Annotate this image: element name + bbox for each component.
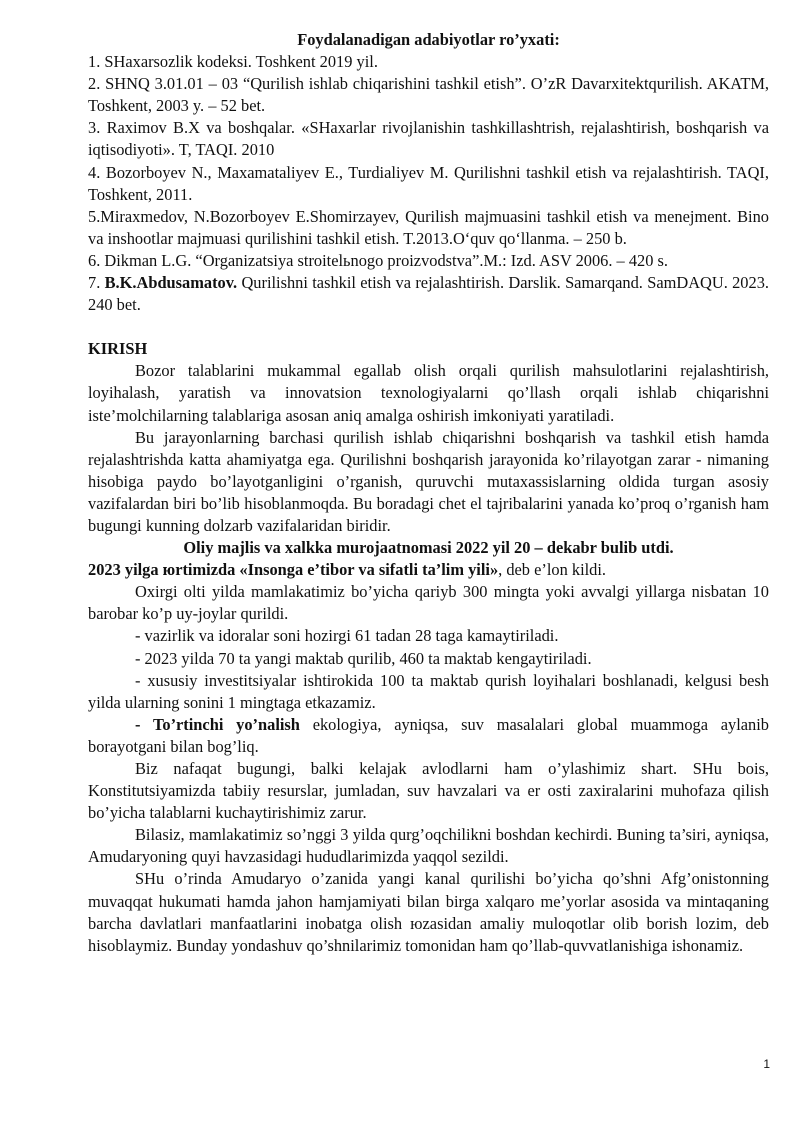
bullet-ministries: - vazirlik va idoralar soni hozirgi 61 tadan 28 taga kamaytiriladi. — [135, 626, 559, 646]
reference-item-7: 7. B.K.Abdusamatov. Qurilishni tashkil etish va rejalashtirish. Darslik. Samarqand. SamDAQU. 2023. 240 bet. — [88, 273, 769, 315]
address-title: Oliy majlis va xalkka murojaatnomasi 2022 yil 20 – dekabr bulib utdi. — [183, 538, 674, 558]
reference-item-2: 2. SHNQ 3.01.01 – 03 “Qurilish ishlab chiqarishini tashkil etish”. O’zR Davarxitektqurilish. AKATM, Toshkent, 2003 y. – 52 bet. — [88, 74, 770, 116]
reference-item-4: 4. Bozorboyev N., Maxamataliyev E., Turdialiyev M. Qurilishni tashkil etish va rejalashtirish. TAQI, Toshkent, 2011. — [88, 162, 769, 204]
section-heading-kirish: KIRISH — [88, 339, 148, 359]
bullet-ecology: - To’rtinchi yo’nalish ekologiya, ayniqsa, suv masalalari global muammoga aylanib borayotgani bilan bog’liq. — [88, 714, 770, 756]
paragraph-shu: SHu o’rinda Amudaryo o’zanida yangi kanal qurilishi bo’yicha qo’shni Afg’onistonning muvaqqat hukumati hamda jahon hamjamiyati bilan birga xalqaro me’yorlar asosida va mintaqaning barcha davlatlari manfaatlarini inobatga olish юzasidan amaliy muloqotlar olib borish lozim, deb hisoblaymiz. Bunday yondashuv qo’shnilarimiz tomonidan ham qo’llab-quvvatlanishiga ishonamiz. — [88, 869, 769, 955]
intro-paragraph-2: Bu jarayonlarning barchasi qurilish ishlab chiqarishni boshqarish va tashkil etish hamda rejalashtrishda katta ahamiyatga ega. Qurilishni boshqarish jarayonida ko’rilayotgan zarar - nimaning hisobiga paydo bo’layotganligini o’rganish, quruvchi mutaxassislarning oldida turgan asosiy vazifalardan biri bo’lib hisoblanmoqda. Bu boradagi chet el tajribalarini yanada ko’proq o’rganish ham bugungi kunning dolzarb vazifalaridan biridir. — [88, 427, 769, 535]
address-announcement: 2023 yilga юrtimizda «Insonga e’tibor va sifatli ta’lim yili», deb e’lon kildi. — [88, 560, 607, 580]
section-gap — [88, 316, 769, 338]
reference-item-1: 1. SHaxarsozlik kodeksi. Toshkent 2019 yil. — [88, 52, 378, 72]
intro-paragraph-1: Bozor talablarini mukammal egallab olish orqali qurilish mahsulotlarini rejalashtirish, loyihalash, yaratish va innovatsion texnologiyalarni qo’llash orqali ishlab chiqarishni iste’molchilarning talablariga asosan aniq amalga oshirish imkoniyati yaratiladi. — [88, 361, 769, 425]
page-content — [88, 29, 769, 957]
references-title: Foydalanadigan adabiyotlar ro’yxati: — [297, 30, 560, 49]
bullet-schools: - 2023 yilda 70 ta yangi maktab qurilib, 460 ta maktab kengaytiriladi. — [135, 648, 592, 668]
reference-item-5: 5.Miraxmedov, N.Bozorboyev E.Shomirzayev, Qurilish majmuasini tashkil etish va menejment. Bino va inshootlar majmuasi qurilishini tashkil etish. T.2013.O‘quv qo‘llanma. – 250 b. — [88, 206, 769, 248]
reference-author: B.K.Abdusamatov. — [104, 273, 238, 293]
reference-item-6: 6. Dikman L.G. “Organizatsiya stroitelьnogo proizvodstva”.M.: Izd. ASV 2006. – 420 s. — [88, 250, 669, 270]
paragraph-oxirgi: Oxirgi olti yilda mamlakatimiz bo’yicha qariyb 300 mingta yoki avvalgi yillarga nisbatan 10 barobar ko’p uy-joylar qurildi. — [88, 582, 769, 624]
references-list — [88, 51, 769, 316]
paragraph-bilasiz: Bilasiz, mamlakatimiz so’nggi 3 yilda qurg’oqchilikni boshdan kechirdi. Buning ta’siri, ayniqsa, Amudaryoning quyi havzasidagi hududlarimizda yaqqol sezildi. — [88, 825, 769, 867]
paragraph-biz: Biz nafaqat bugungi, balki kelajak avlodlarni ham o’ylashimiz shart. SHu bois, Konstitutsiyamizda tabiiy resurslar, jumladan, suv havzalari va er osti zaxiralarini muhofaza qilish bo’yicha talablarni kuchaytirishimiz zarur. — [88, 759, 769, 823]
page-number: 1 — [763, 1057, 770, 1071]
bullet-investments: - xususiy investitsiyalar ishtirokida 100 ta maktab qurish loyihalari boshlanadi, kelgusi besh yilda ularning sonini 1 mingtaga etkazamiz. — [88, 670, 769, 712]
reference-item-3: 3. Raximov B.X va boshqalar. «SHaxarlar rivojlanishin tashkillashtrish, rejalashtirish, boshqarish va iqtisodiyoti». T, TAQI. 2010 — [88, 118, 769, 160]
